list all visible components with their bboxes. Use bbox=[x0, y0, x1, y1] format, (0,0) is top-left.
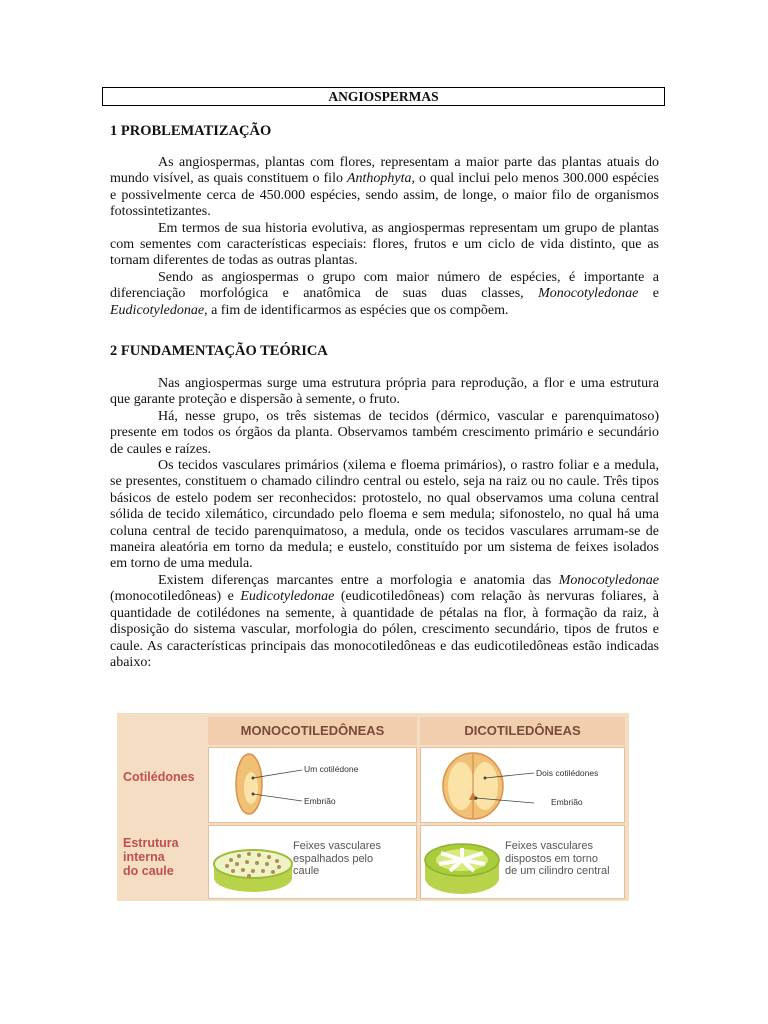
cell-dico-stem bbox=[420, 825, 625, 899]
dico-seed-illustration bbox=[421, 748, 624, 822]
row-label-cotyledons: Cotilédones bbox=[123, 770, 195, 784]
dico-stem-description: Feixes vasculares dispostos em torno de um cilindro central bbox=[505, 840, 610, 877]
section-1-heading: 1 PROBLEMATIZAÇÃO bbox=[110, 123, 272, 139]
cell-mono-stem bbox=[208, 825, 417, 899]
section-2-heading: 2 FUNDAMENTAÇÃO TEÓRICA bbox=[110, 343, 328, 359]
mono-seed-illustration bbox=[209, 748, 416, 822]
paragraph: Existem diferenças marcantes entre a morfologia e anatomia das Monocotyledonae (monocotiledôneas) e Eudicotyledonae (eudicotiledôneas) com relação às nervuras foliares, à quantidade de cotilédones na semente, à quantidade de pétalas na flor, à formação da raiz, à disposição do sistema vascular, morfologia do pólen, crescimento secundário, tipos de frutos e caule. As características principais das monocotiledôneas e das eudicotiledôneas estão indicadas abaixo: bbox=[110, 572, 660, 670]
paragraph: As angiospermas, plantas com flores, representam a maior parte das plantas atuais do mundo visível, as quais constituem o filo Anthophyta, o qual inclui pelo menos 300.000 espécies e possivelmente cerca de 450.000 espécies, sendo assim, de longe, o maior filo de organismos fotossintetizantes. bbox=[110, 155, 659, 220]
paragraph: Sendo as angiospermas o grupo com maior número de espécies, é importante a diferenciação morfológica e anatômica de suas duas classes, Monocotyledonae e Eudicotyledonae, a fim de identificarmos as espécies que os compõem. bbox=[110, 269, 659, 318]
label-embriao-dico: Embrião bbox=[551, 797, 583, 807]
paragraph: Nas angiospermas surge uma estrutura própria para reprodução, a flor e uma estrutura que garante proteção e dispersão à semente, o fruto. bbox=[110, 376, 659, 408]
cell-dico-cotyledon bbox=[420, 747, 625, 823]
row-label-stem: Estrutura interna do caule bbox=[123, 836, 179, 878]
cell-mono-cotyledon bbox=[208, 747, 417, 823]
page-title: ANGIOSPERMAS bbox=[102, 87, 665, 106]
label-dois-cotiledones: Dois cotilédones bbox=[536, 768, 599, 778]
paragraph: Os tecidos vasculares primários (xilema e floema primários), o rastro foliar e a medula, se presentes, constituem o chamado cilindro central ou estelo, seja na raiz ou no caule. Três tipos básicos de estelo podem ser reconhecidos: protostelo, no qual observamos uma coluna central sólida de tecido xilemático, circundado pelo floema e sem medula; sifonostelo, no qual há uma coluna central de tecido parenquimatoso, a medula, onde os tecidos vasculares arrumam-se de maneira aleatória em torno da medula; e eustelo, constituído por um sistema de feixes isolados em torno de uma medula. bbox=[110, 458, 659, 572]
column-header-mono: MONOCOTILEDÔNEAS bbox=[208, 717, 417, 745]
comparison-figure bbox=[117, 713, 629, 901]
paragraph: Há, nesse grupo, os três sistemas de tecidos (dérmico, vascular e parenquimatoso) presente em todos os órgãos da planta. Observamos também crescimento primário e secundário de caules e raízes. bbox=[110, 408, 659, 457]
column-header-dico: DICOTILEDÔNEAS bbox=[420, 717, 625, 745]
section-2-body bbox=[110, 376, 659, 671]
paragraph: Em termos de sua historia evolutiva, as angiospermas representam um grupo de plantas com sementes com características especiais: flores, frutos e um ciclo de vida distinto, que as tornam diferentes de todas as outras plantas. bbox=[110, 220, 659, 269]
label-embriao-mono: Embrião bbox=[304, 796, 336, 806]
label-um-cotiledone: Um cotilédone bbox=[304, 764, 359, 774]
section-1-body bbox=[110, 155, 659, 319]
mono-stem-description: Feixes vasculares espalhados pelo caule bbox=[293, 840, 382, 877]
